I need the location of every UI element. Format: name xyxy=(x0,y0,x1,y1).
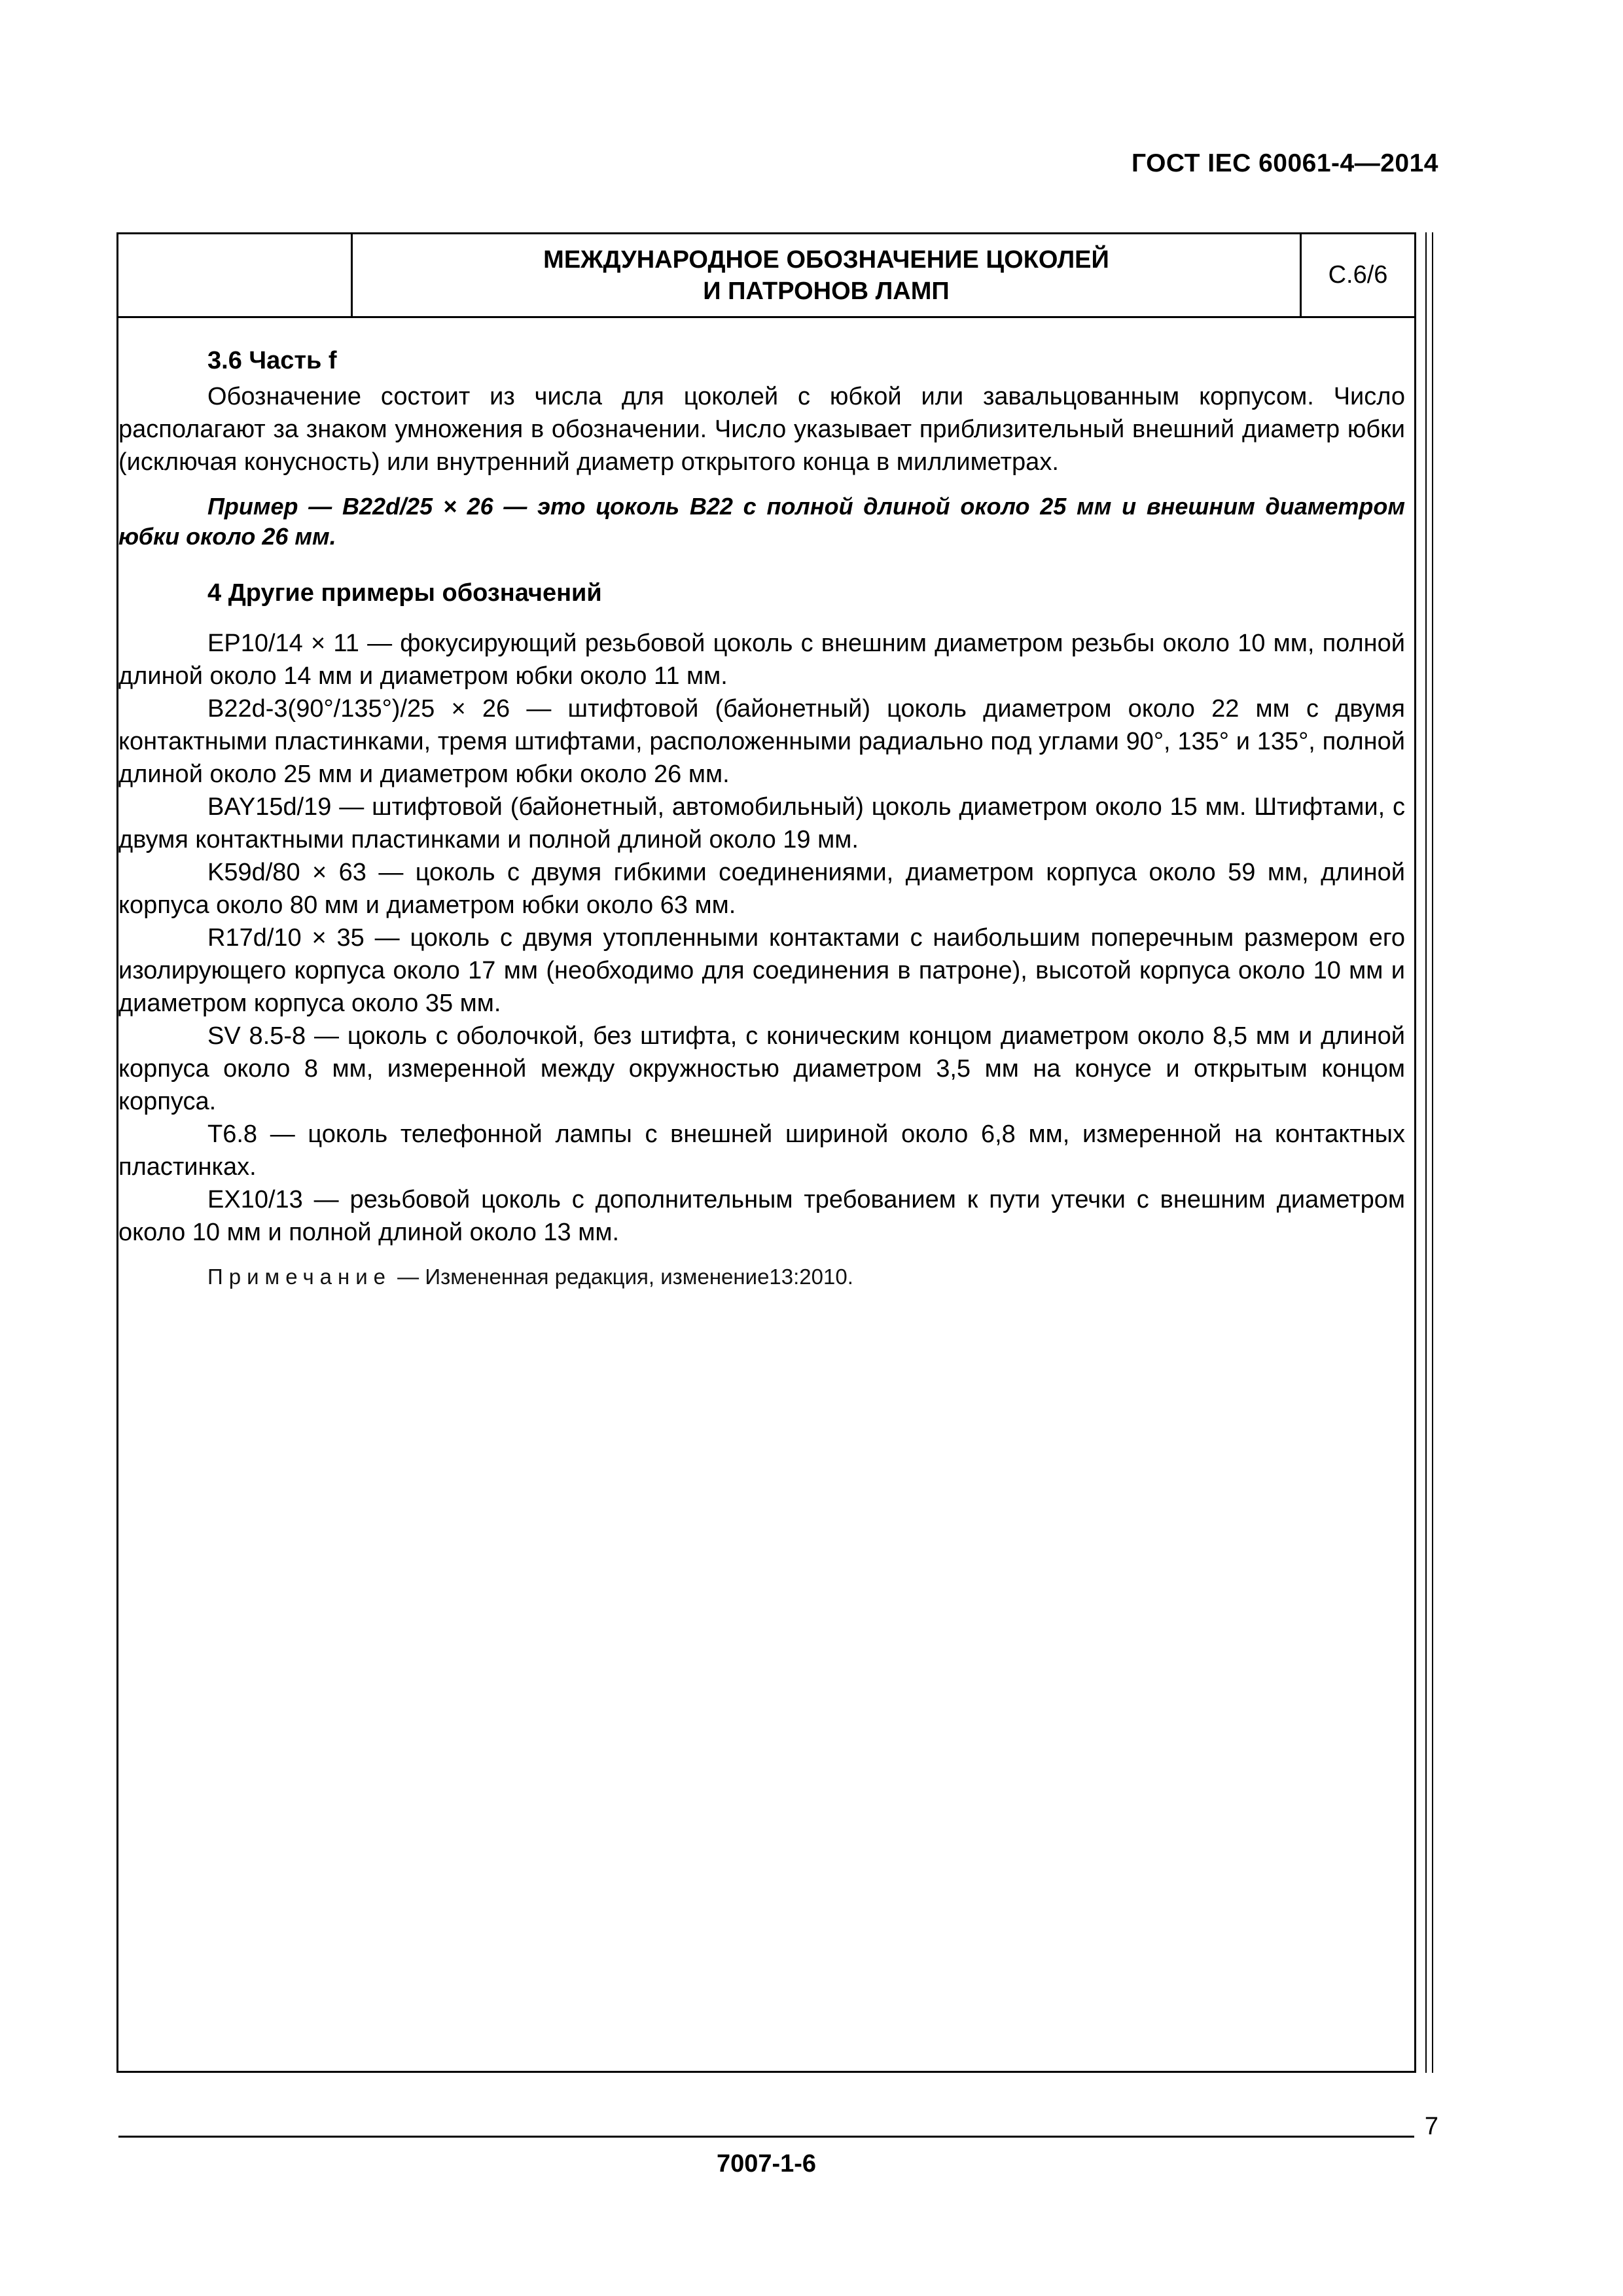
example-item: SV 8.5-8 — цоколь с оболочкой, без штифта, с коническим концом диаметром около 8,5 мм и длиной корпуса около 8 мм, измеренной между окружностью диаметром 3,5 мм на конусе и открытым концом корпуса. xyxy=(118,1022,1405,1115)
page-number: 7 xyxy=(1424,2113,1438,2140)
sheet-title xyxy=(353,234,1302,316)
example-item: EX10/13 — резьбовой цоколь с дополнительным требованием к пути утечки с внешним диаметром около 10 мм и полной длиной около 13 мм. xyxy=(118,1186,1405,1246)
sheet-number: С.6/6 xyxy=(1328,261,1388,289)
example-item: R17d/10 × 35 — цоколь с двумя утопленными контактами с наибольшим поперечным размером его изолирующего корпуса около 17 мм (необходимо для соединения в патроне), высотой корпуса около 10 мм и диаметром корпуса около 35 мм. xyxy=(118,924,1405,1017)
sheet-body xyxy=(118,344,1405,1293)
footer-sheet-code: 7007-1-6 xyxy=(716,2149,817,2178)
spacer xyxy=(207,613,1405,627)
sheet-footer xyxy=(118,2136,1414,2190)
section-3-6-example: Пример — B22d/25 × 26 — это цоколь B22 с полной длиной около 25 мм и внешним диаметром юбки около 26 мм. xyxy=(118,493,1405,550)
note-label: Примечание xyxy=(207,1265,392,1289)
note xyxy=(207,1261,1405,1293)
spacer xyxy=(207,552,1405,577)
header-empty-cell xyxy=(118,234,353,316)
document-code: ГОСТ IEC 60061-4—2014 xyxy=(1131,149,1438,177)
section-3-6-paragraph: Обозначение состоит из числа для цоколей с юбкой или завальцованным корпусом. Число располагают за знаком умножения в обозначении. Число указывает приблизительный внешний диаметр юбки (исключая конусность) или внутренний диаметр открытого конца в миллиметрах. xyxy=(118,383,1405,476)
example-item: B22d-3(90°/135°)/25 × 26 — штифтовой (байонетный) цоколь диаметром около 22 мм с двумя контактными пластинками, тремя штифтами, расположенными радиально под углами 90°, 135° и 135°, полной длиной около 25 мм и диаметром юбки около 26 мм. xyxy=(118,695,1405,788)
sheet-title-line-1: МЕЖДУНАРОДНОЕ ОБОЗНАЧЕНИЕ ЦОКОЛЕЙ xyxy=(543,245,1109,274)
sheet-header xyxy=(118,234,1414,318)
sheet-frame xyxy=(116,232,1416,2178)
note-text: — Измененная редакция, изменение13:2010. xyxy=(391,1265,853,1289)
example-item: K59d/80 × 63 — цоколь с двумя гибкими соединениями, диаметром корпуса около 59 мм, длиной корпуса около 80 мм и диаметром юбки около 63 мм. xyxy=(118,859,1405,919)
example-item: BAY15d/19 — штифтовой (байонетный, автомобильный) цоколь диаметром около 15 мм. Штифтами, с двумя контактными пластинками и полной длиной около 19 мм. xyxy=(118,793,1405,853)
section-4-heading: 4 Другие примеры обозначений xyxy=(207,579,602,607)
sheet-title-line-2: И ПАТРОНОВ ЛАМП xyxy=(703,277,950,305)
example-item: T6.8 — цоколь телефонной лампы с внешней шириной около 6,8 мм, измеренной на контактных пластинках. xyxy=(118,1121,1405,1181)
margin-rule-left xyxy=(1425,232,1427,2073)
section-3-6-heading: 3.6 Часть f xyxy=(207,347,337,374)
example-item: EP10/14 × 11 — фокусирующий резьбовой цоколь с внешним диаметром резьбы около 10 мм, полной длиной около 14 мм и диаметром юбки около 11 мм. xyxy=(118,630,1405,690)
margin-rule-right xyxy=(1432,232,1433,2073)
